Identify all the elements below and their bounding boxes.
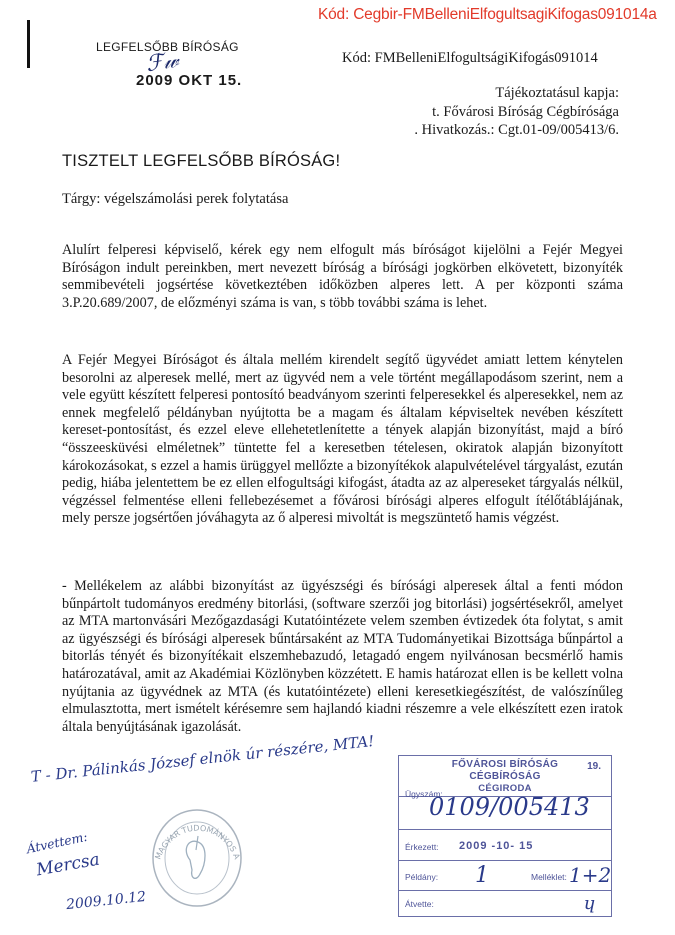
- margin-bar: [27, 20, 30, 68]
- stamp-attachments: 1+2: [569, 863, 612, 887]
- document-code-red: Kód: Cegbir-FMBelleniElfogultsagiKifogas091014a: [318, 6, 657, 23]
- document-code: Kód: FMBelleniElfogultságiKifogás091014: [342, 50, 598, 66]
- stamp-number: 19.: [587, 761, 601, 772]
- seal-icon: [140, 790, 255, 910]
- info-line: Tájékoztatásul kapja:: [495, 85, 619, 101]
- stamp-signature: ɥ: [584, 893, 596, 914]
- receipt-label: Átvettem:: [25, 828, 89, 857]
- stamp-label: Példány:: [405, 872, 439, 882]
- stamp-copies: 1: [475, 863, 489, 888]
- paragraph: Alulírt felperesi képviselő, kérek egy nem elfogult más bíróságot kijelölni a Fejér Megyei Bíróságon indult pereinkben, mert nevezett bíróság a bírósági jogkörben elkövetett, bizonyíték semmibevételi jogsértése következtében időközben alperes lett. A per központi száma 3.P.20.689/2007, de előzményi száma is van, s több további száma is lehet.: [62, 242, 623, 311]
- stamp-office: CÉGIRODA: [478, 783, 532, 794]
- paragraph: - Mellékelem az alábbi bizonyítást az ügyészségi és bírósági alperesek által a fenti módon bűnpártolt tudományos eredmény bitorlási, (software szerzői jog bitorlási) jogsértésekről, amelyet az MTA martonvásári Mezőgazdasági Kutatóintézete velem szemben évtizedek óta folytat, s amit az ügyészségi és bírósági alperesek bűntársaként az MTA Tudományetikai Bizottsága bűnpártol a bitorlás tényét és bizonyítékait elszemhebazudó, letagadó engem nyilvánosan becsmérlő hamis határozatával, amit az Akadémiai Közlönyben közzétett. E hamis határozat ellen is be kellett volna nyújtania az ügyvédnek az MTA (és kutatóintézete) elleni keresetkiegészítést, de valószínűleg elmulasztotta, mert ismételt kérésemre sem hajlandó kiadni részemre a vele elkészített ezen iratok általa benyújtásának igazolását.: [62, 578, 623, 735]
- salutation: TISZTELT LEGFELSŐBB BÍRÓSÁG!: [62, 152, 341, 170]
- stamp-subtitle: CÉGBÍRÓSÁG: [469, 771, 541, 782]
- paragraph: A Fejér Megyei Bíróságot és általa mellém kirendelt segítő ügyvédet amiatt lettem kénytelen besorolni az alperesek mellé, mert az ügyvéd nem a vele történt megállapodásom szerint, nem a vele együtt készített felperesi pontosító beadványom szerinti felperesekkel és alperesekkel, nem az ennek megfelelő példányban nyújtotta be a magam és általam képviseltek nevében készített kereset-pontosítást, és ezzel eleve ellehetetlenítette a tények alapján bizonyítást, majd a bíró “összeesküvési elméletnek” tüntette fel a keresetben tételesen, okiratok alapján bizonyított károkozásokat, s ezzel a hamis ürüggyel mellőzte a bizonyítékok alapulvételével tárgyalást, ezután pedig, hiába jelentettem be ez ellen elfogultsági kifogást, átadta az az alpereseket tárgyalás nélkül, végzéssel felmentése elleni fellebezésemet a fővárosi bírósági alperes elfogult ítélőtáblájának, mely persze jogsértően jóváhagyta az ő alperesi mivoltát is megszüntető hamis végzést.: [62, 352, 623, 527]
- stamp-received-date: 2009 -10- 15: [459, 840, 534, 852]
- received-stamp: [96, 40, 246, 98]
- stamp-divider: [399, 829, 611, 830]
- subject-line: Tárgy: végelszámolási perek folytatása: [62, 191, 289, 207]
- initials-scribble: ℱ𝓌: [144, 47, 181, 78]
- stamp-label: Átvette:: [405, 899, 434, 909]
- info-line: t. Fővárosi Bíróság Cégbírósága: [432, 103, 619, 120]
- stamp-divider: [399, 860, 611, 861]
- seal-ring-text: MAGYAR TUDOMÁNYOS A: [153, 823, 242, 861]
- recipient-info: [414, 84, 619, 140]
- academy-seal: [140, 790, 255, 910]
- svg-text:MAGYAR TUDOMÁNYOS AKADÉMIA: [140, 790, 242, 861]
- court-receipt-stamp: [398, 755, 612, 917]
- receipt-signature: Mercsa: [34, 849, 102, 881]
- stamp-label: Érkezett:: [405, 842, 439, 852]
- handwritten-note-text: T - Dr. Pálinkás József elnök úr részére, MTA!: [30, 731, 375, 786]
- stamp-date: 2009 OKT 15.: [136, 72, 243, 89]
- receipt-date: 2009.10.12: [65, 888, 147, 914]
- stamp-title: FŐVÁROSI BÍRÓSÁG: [451, 759, 559, 770]
- stamp-label: Melléklet:: [531, 872, 567, 882]
- info-line: . Hivatkozás.: Cgt.01-09/005413/6.: [414, 122, 619, 138]
- stamp-divider: [399, 890, 611, 891]
- stamp-court-name: LEGFELSŐBB BÍRÓSÁG: [96, 40, 239, 54]
- stamp-case-number: 0109/005413: [429, 793, 590, 821]
- stamp-label: Ügyszám:: [405, 789, 443, 799]
